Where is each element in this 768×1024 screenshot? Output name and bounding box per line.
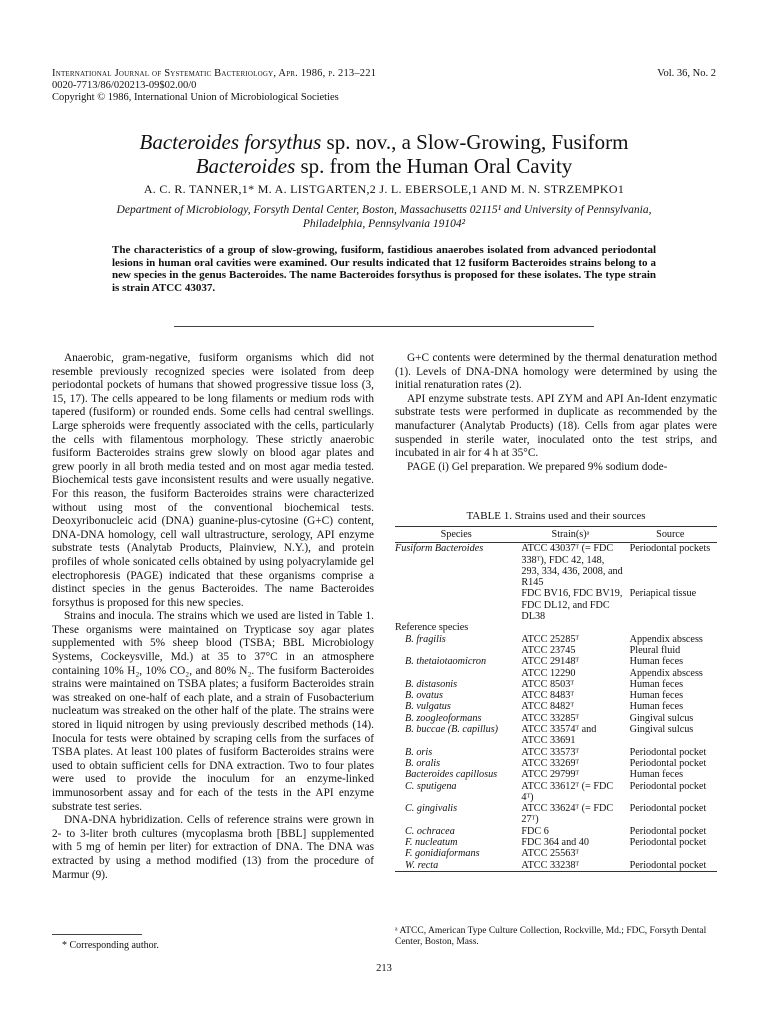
affiliation [60,203,708,231]
table-row [395,634,717,645]
cell-strains: ATCC 29799ᵀ [521,769,580,781]
table-header-source: Source [624,527,717,543]
cell-species: Bacteroides capillosus [405,769,498,781]
table-row [395,747,717,758]
cell-strains: ATCC 33612ᵀ (= FDC 4ᵀ) [521,780,614,803]
cell-strains: ATCC 29148ᵀ [521,656,580,668]
title-line2-rest: sp. from the Human Oral Cavity [295,154,573,178]
cell-species: B. thetaiotaomicron [405,656,487,668]
copyright-line: Copyright © 1986, International Union of Microbiological Societies [52,92,339,103]
cell-source: Periodontal pocket [624,860,717,872]
cell-source: Periodontal pocket [629,757,707,769]
author-footnote: * Corresponding author. [62,940,159,951]
table-row [395,848,717,859]
cell-species: B. oralis [405,757,441,769]
cell-strains: ATCC 25285ᵀ [521,633,580,645]
cell-source: Periodontal pocket [629,803,707,815]
body-paragraph: Strains and inocula. The strains which we used are listed in Table 1. These organisms were maintained on Trypticase soy agar plates supplemented with 5% sheep blood (TSBA; BBL Microbiology Systems, Cockeysville, Md.) at 35 to 37°C in an atmosphere containing 10% H₂, 10% CO₂, and 80% N₂. The fusiform Bacteroides strains were maintained on TSBA plates; a fusiform Bacteroides strain was streaked on one-half of each plate, and a strain of Fusobacterium nucleatum was streaked on the other half of the plate. The strains were stored in liquid nitrogen by using previously described methods (14). Inocula for tests were obtained by scraping cells from the surfaces of TSBA plates. At least 100 plates of fusiform Bacteroides strains were used to obtain sufficient cells for DNA extraction. Two to four plates were used to provide the inoculum for an enzyme-linked immunosorbent assay and for each of the tests in the API enzyme substrate test series. [52,610,374,813]
table-row [395,769,717,780]
cell-strains: ATCC 8483ᵀ [521,690,575,702]
cell-species: C. gingivalis [405,803,458,815]
cell-species: B. ovatus [405,690,443,702]
cell-source: Periodontal pocket [629,780,707,792]
cell-strains: ATCC 33574ᵀ and ATCC 33691 [521,724,597,747]
cell-source: Human feces [629,656,684,668]
body-paragraph: G+C contents were determined by the thermal denaturation method (1). Levels of DNA-DNA homology were determined by using the initial renaturation rates (2). [395,352,717,392]
cell-species [395,645,517,656]
cell-species: F. gonidiaformans [405,848,480,860]
cell-species [395,588,517,622]
cell-species: Fusiform Bacteroides [395,543,484,555]
title-species: Bacteroides forsythus [139,130,322,154]
table-row [395,724,717,747]
cell-species: W. recta [395,860,517,872]
table-row [395,713,717,724]
right-column [395,352,717,474]
cell-species: B. vulgatus [405,701,451,713]
body-paragraph: DNA-DNA hybridization. Cells of reference strains were grown in 2- to 3-liter broth cultures (mycoplasma broth [BBL] supplemented with 5 mg of hemin per liter) for extraction of DNA. The DNA was extracted by using a method modified (13) from the procedure of Marmur (9). [52,814,374,881]
paper-title [40,130,728,178]
table-row [395,758,717,769]
table-row [395,860,717,872]
cell-source: Human feces [629,701,684,713]
table-body [395,543,717,872]
table-row [395,781,717,804]
cell-strains: ATCC 23745 [521,644,576,656]
table-row [395,803,717,826]
cell-species: C. ochracea [405,825,455,837]
table-footnote: ᵃ ATCC, American Type Culture Collection, Rockville, Md.; FDC, Forsyth Dental Center, Boston, Mass. [395,926,707,947]
cell-species: C. sputigena [405,780,457,792]
cell-source: Appendix abscess [629,633,703,645]
table-row [395,690,717,701]
journal-citation: International Journal of Systematic Bacteriology, Apr. 1986, p. 213–221 [52,68,377,79]
cell-source: Periodontal pockets [629,543,711,555]
cell-source: Human feces [629,690,684,702]
cell-strains: ATCC 33269ᵀ [521,757,580,769]
affiliation-line1: Department of Microbiology, Forsyth Dental Center, Boston, Massachusetts 02115¹ and University of Pennsylvania, [116,204,652,216]
affiliation-line2: Philadelphia, Pennsylvania 19104² [302,218,466,230]
cell-species [395,668,517,679]
table-row [395,826,717,837]
cell-strains: ATCC 33285ᵀ [521,712,580,724]
cell-strains: ATCC 8503ᵀ [521,678,575,690]
body-paragraph: API enzyme substrate tests. API ZYM and API An-Ident enzymatic substrate tests were performed in duplicate as recommended by the manufacturer (Analytab Products) (18). Cells from agar plates were suspended in sterile water, inoculated onto the test strips, and incubated in air for 4 h at 35°C. [395,392,717,460]
cell-species: B. distasonis [405,678,458,690]
cell-strains: FDC 6 [521,825,549,837]
table-row [395,645,717,656]
running-header [52,68,376,104]
table-row [395,701,717,712]
cell-source: Appendix abscess [629,667,703,679]
table-row [395,668,717,679]
cell-source: Human feces [629,769,684,781]
cell-source: Human feces [629,678,684,690]
table-caption: TABLE 1. Strains used and their sources [466,510,646,522]
strains-table [395,526,717,872]
abstract-divider [174,326,594,327]
cell-source: Periodontal pocket [629,837,707,849]
body-paragraph: PAGE (i) Gel preparation. We prepared 9% sodium dode- [407,460,668,473]
cell-strains [517,622,623,633]
cell-strains: ATCC 25563ᵀ [521,848,580,860]
table-row [395,588,717,622]
footnote-divider [52,934,142,935]
cell-strains: ATCC 8482ᵀ [521,701,575,713]
title-line1-rest: sp. nov., a Slow-Growing, Fusiform [321,130,629,154]
title-genus: Bacteroides [195,154,296,178]
left-column [52,352,374,882]
cell-source: Periodontal pocket [629,746,707,758]
cell-species: Reference species [395,622,469,634]
cell-species: F. nucleatum [405,837,458,849]
cell-strains: ATCC 43037ᵀ (= FDC 338ᵀ), FDC 42, 148, 293, 334, 436, 2008, and R145 [521,543,623,589]
cell-strains: FDC 364 and 40 [521,837,589,849]
cell-species: B. buccae (B. capillus) [405,724,499,736]
author-list: A. C. R. TANNER,1* M. A. LISTGARTEN,2 J. L. EBERSOLE,1 AND M. N. STRZEMPKO1 [143,182,625,196]
issn-line: 0020-7713/86/020213-09$02.00/0 [52,80,197,91]
cell-source: Gingival sulcus [629,712,694,724]
cell-species: B. zoogleoformans [405,712,482,724]
cell-species: B. fragilis [405,633,446,645]
page-number: 213 [376,963,392,974]
cell-source [624,848,717,859]
cell-source: Gingival sulcus [629,724,694,736]
cell-strains: ATCC 33624ᵀ (= FDC 27ᵀ) [521,803,614,826]
cell-source [624,622,717,633]
cell-strains: FDC BV16, FDC BV19, FDC DL12, and FDC DL38 [521,588,623,623]
cell-species: B. oris [405,746,433,758]
cell-strains: ATCC 33573ᵀ [521,746,580,758]
cell-source: Pleural fluid [629,644,681,656]
abstract: The characteristics of a group of slow-growing, fusiform, fastidious anaerobes isolated from advanced periodontal lesions in human oral cavities were examined. Our results indicated that 12 fusiform Bacteroides strains belong to a new species in the genus Bacteroides. The name Bacteroides forsythus is proposed for these isolates. The type strain is strain ATCC 43037. [112,244,656,295]
table-row [395,543,717,589]
body-paragraph: Anaerobic, gram-negative, fusiform organisms which did not resemble previously recognized species were isolated from deep periodontal pockets of humans that showed progressive tissue loss (3, 15, 17). The cells appeared to be long filaments or medium rods with tapered (fusiform) or rounded ends. Some cells had central swellings. Large spheroids were frequently associated with the cells, particularly the cells with filamentous morphology. These strictly anaerobic fusiform Bacteroides strains grew slowly on blood agar plates and grew poorly in all broth media tested and on most agar media tested. Biochemical tests gave inconsistent results and were usually negative. For this reason, the fusiform Bacteroides strains were characterized without using most of the conventional biochemical tests. Deoxyribonucleic acid (DNA) guanine-plus-cytosine (G+C) content, DNA-DNA homology, cell wall ultrastructure, serology, API enzyme substrate tests (Analytab Products, Plainview, N.Y.), and protein profiles of whole sonicated cells obtained by using polyacrylamide gel electrophoresis (PAGE) indicated that these organisms comprise a distinct species in the genus Bacteroides. The name Bacteroides forsythus is proposed for this new species. [52,352,374,609]
table-row [395,622,717,633]
table-row [395,679,717,690]
cell-strains: ATCC 33238ᵀ [517,860,623,872]
cell-source: Periodontal pocket [629,825,707,837]
table-row [395,656,717,667]
table-header-strains: Strain(s)ᵃ [517,527,623,543]
cell-source: Periapical tissue [629,588,697,600]
table-row [395,837,717,848]
volume-label: Vol. 36, No. 2 [657,68,716,79]
table-header-species: Species [395,527,517,543]
cell-strains: ATCC 12290 [521,667,576,679]
